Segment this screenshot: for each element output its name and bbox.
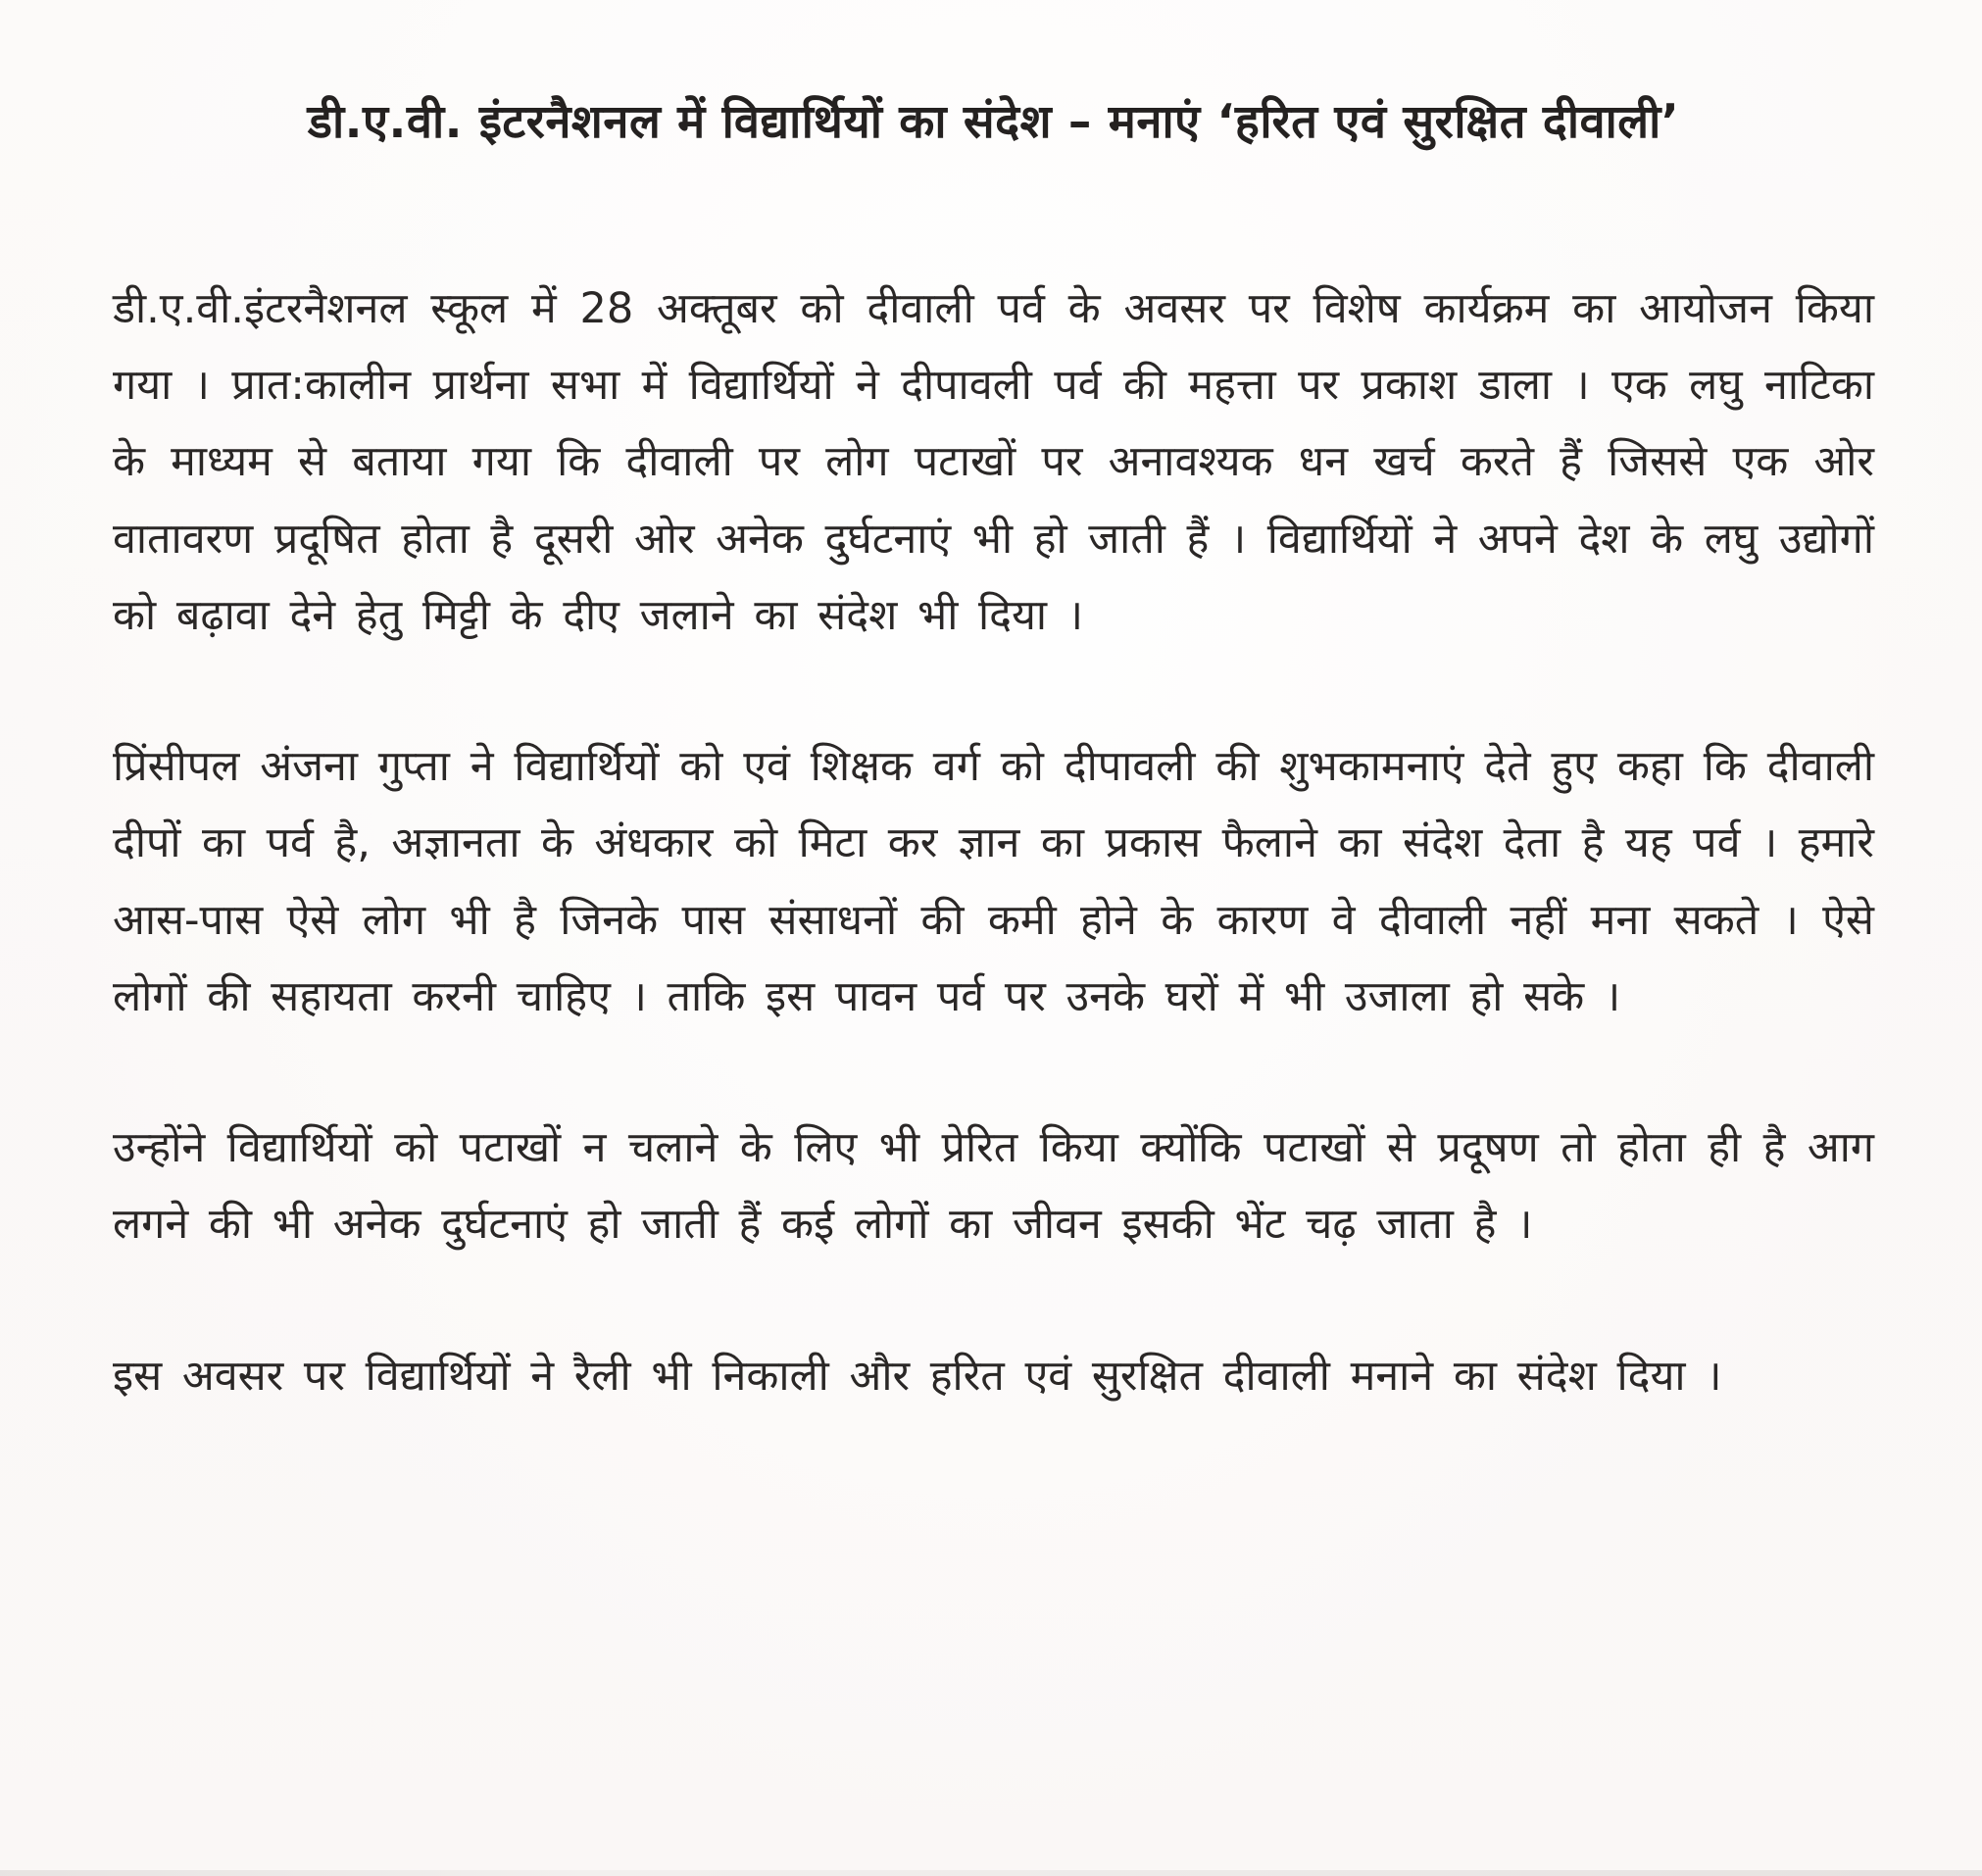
document-content <box>113 90 1874 1414</box>
paragraph-1: डी.ए.वी.इंटरनैशनल स्कूल में 28 अक्तूबर को दीवाली पर्व के अवसर पर विशेष कार्यक्रम का आयोजन किया गया । प्रात:कालीन प्रार्थना सभा में विद्यार्थियों ने दीपावली पर्व की महत्ता पर प्रकाश डाला । एक लघु नाटिका के माध्यम से बताया गया कि दीवाली पर लोग पटाखों पर अनावश्यक धन खर्च करते हैं जिससे एक ओर वातावरण प्रदूषित होता है दूसरी ओर अनेक दुर्घटनाएं भी हो जाती हैं । विद्यार्थियों ने अपने देश के लघु उद्योगों को बढ़ावा देने हेतु मिट्टी के दीए जलाने का संदेश भी दिया । <box>113 283 1874 640</box>
paragraph-4: इस अवसर पर विद्यार्थियों ने रैली भी निकाली और हरित एवं सुरक्षित दीवाली मनाने का संदेश दिया । <box>113 1351 1722 1401</box>
scanner-edge-artifact <box>0 1870 1982 1876</box>
paragraph-2: प्रिंसीपल अंजना गुप्ता ने विद्यार्थियों को एवं शिक्षक वर्ग को दीपावली की शुभकामनाएं देते हुए कहा कि दीवाली दीपों का पर्व है, अज्ञानता के अंधकार को मिटा कर ज्ञान का प्रकास फैलाने का संदेश देता है यह पर्व । हमारे आस-पास ऐसे लोग भी है जिनके पास संसाधनों की कमी होने के कारण वे दीवाली नहीं मना सकते । ऐसे लोगों की सहायता करनी चाहिए । ताकि इस पावन पर्व पर उनके घरों में भी उजाला हो सके । <box>113 742 1874 1021</box>
paragraph-3: उन्होंने विद्यार्थियों को पटाखों न चलाने के लिए भी प्रेरित किया क्योंकि पटाखों से प्रदूषण तो होता ही है आग लगने की भी अनेक दुर्घटनाएं हो जाती हैं कई लोगों का जीवन इसकी भेंट चढ़ जाता है । <box>113 1123 1874 1250</box>
document-title: डी.ए.वी. इंटरनैशनल में विद्यार्थियों का संदेश – मनाएं ‘हरित एवं सुरक्षित दीवाली’ <box>307 95 1680 149</box>
